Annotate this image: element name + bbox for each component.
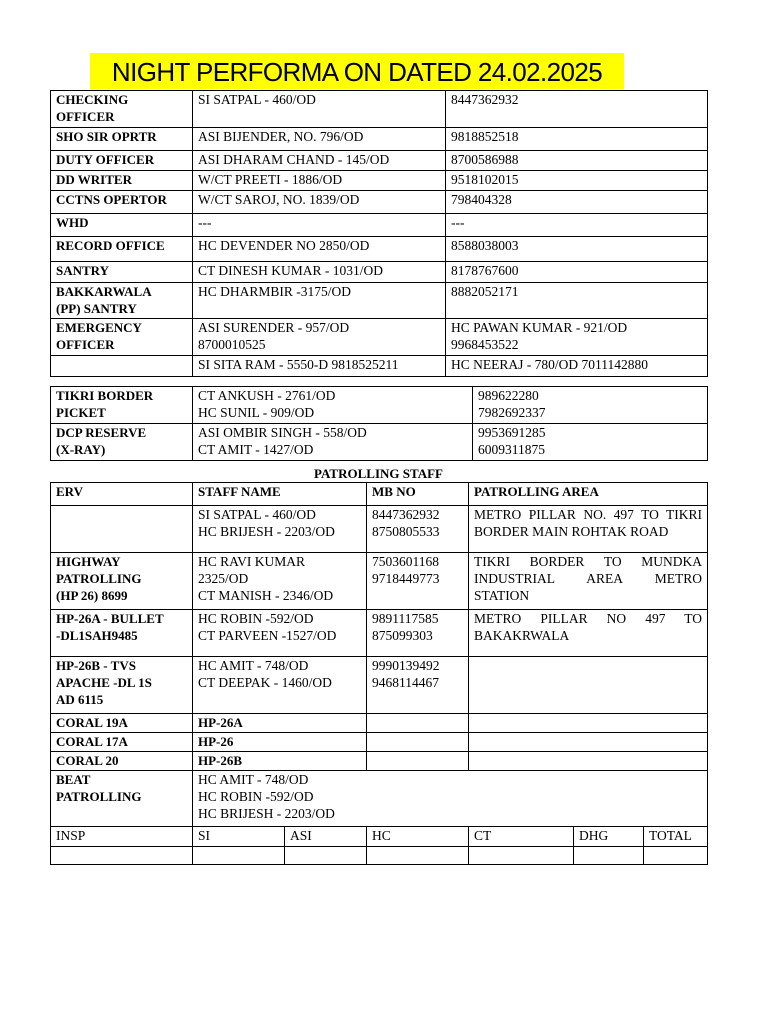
- duty-row: [51, 191, 708, 214]
- duty-staff-line: HC DHARMBIR -3175/OD: [198, 284, 352, 299]
- picket-role-line: (X-RAY): [56, 442, 106, 457]
- patrolling-staff: [193, 657, 367, 714]
- duty-staff: [193, 319, 446, 356]
- picket-contact-line: 7982692337: [478, 405, 546, 420]
- duty-role-line: (PP) SANTRY: [56, 301, 137, 316]
- duty-row: [51, 283, 708, 319]
- patrolling-staff-line: 2325/OD: [198, 571, 249, 586]
- duty-role: [51, 319, 193, 356]
- patrolling-row: [51, 657, 708, 714]
- patrolling-mobile: [367, 657, 469, 714]
- duty-contact: [446, 171, 708, 191]
- summary-header: CT: [469, 827, 574, 847]
- patrolling-staff: [193, 714, 367, 733]
- duty-role-line: SANTRY: [56, 263, 109, 278]
- patrolling-unit: [51, 610, 193, 657]
- duty-staff-line: CT DINESH KUMAR - 1031/OD: [198, 263, 384, 278]
- beat-unit-line: BEAT: [56, 772, 91, 787]
- duty-contact: [446, 262, 708, 283]
- picket-role-line: PICKET: [56, 405, 106, 420]
- patrolling-staff: [193, 733, 367, 752]
- duty-staff: [193, 151, 446, 171]
- duty-staff-line: SI SITA RAM - 5550-D 9818525211: [198, 357, 399, 372]
- duty-staff: [193, 191, 446, 214]
- duty-contact: [446, 237, 708, 262]
- patrolling-unit-line: PATROLLING: [56, 571, 142, 586]
- duty-contact-line: HC PAWAN KUMAR - 921/OD: [451, 320, 628, 335]
- duty-contact: [446, 91, 708, 128]
- duty-role: [51, 214, 193, 237]
- duty-staff: [193, 128, 446, 151]
- duty-role: [51, 283, 193, 319]
- duty-staff-line: ASI BIJENDER, NO. 796/OD: [198, 129, 364, 144]
- patrolling-table: [50, 482, 708, 865]
- patrolling-staff: [193, 752, 367, 771]
- duty-staff: [193, 356, 446, 377]
- patrolling-mobile: [367, 506, 469, 553]
- patrolling-unit: [51, 714, 193, 733]
- duty-staff-line: W/CT PREETI - 1886/OD: [198, 172, 343, 187]
- picket-staff-line: CT AMIT - 1427/OD: [198, 442, 314, 457]
- duty-contact: [446, 319, 708, 356]
- picket-row: [51, 424, 708, 461]
- summary-value: [367, 847, 469, 865]
- summary-header: ASI: [285, 827, 367, 847]
- summary-value: [469, 847, 574, 865]
- patrolling-mobile-line: 8750805533: [372, 524, 440, 539]
- patrolling-area: [469, 714, 708, 733]
- picket-contact: [473, 424, 708, 461]
- patrolling-row: [51, 506, 708, 553]
- duty-role-line: RECORD OFFICE: [56, 238, 165, 253]
- patrolling-unit-line: HP-26A - BULLET: [56, 611, 164, 626]
- patrolling-mobile-line: 9990139492: [372, 658, 440, 673]
- patrolling-unit-line: AD 6115: [56, 692, 104, 707]
- patrolling-mobile: [367, 733, 469, 752]
- patrolling-mobile-line: 7503601168: [372, 554, 440, 569]
- picket-staff-line: CT ANKUSH - 2761/OD: [198, 388, 336, 403]
- duty-row: [51, 262, 708, 283]
- patrolling-area: [469, 752, 708, 771]
- patrolling-unit-line: -DL1SAH9485: [56, 628, 138, 643]
- patrolling-staff-line: HC RAVI KUMAR: [198, 554, 306, 569]
- duty-contact-line: 8588038003: [451, 238, 519, 253]
- duty-row: [51, 151, 708, 171]
- patrolling-staff: [193, 553, 367, 610]
- beat-unit: [51, 771, 193, 827]
- duty-staff-line: ---: [198, 215, 212, 230]
- duty-staff: [193, 237, 446, 262]
- summary-value: [193, 847, 285, 865]
- picket-role: [51, 424, 193, 461]
- summary-value: [51, 847, 193, 865]
- header-staff-name: STAFF NAME: [193, 483, 367, 506]
- patrolling-unit-line: HP-26B - TVS: [56, 658, 136, 673]
- patrolling-unit-line: CORAL 20: [56, 753, 119, 768]
- duty-role: [51, 91, 193, 128]
- duty-row: [51, 171, 708, 191]
- summary-header: HC: [367, 827, 469, 847]
- duty-contact: [446, 283, 708, 319]
- picket-staff-line: HC SUNIL - 909/OD: [198, 405, 315, 420]
- duty-row: [51, 128, 708, 151]
- duty-staff: [193, 171, 446, 191]
- duty-staff: [193, 214, 446, 237]
- patrolling-mobile-line: 9468114467: [372, 675, 440, 690]
- header-mb-no: MB NO: [367, 483, 469, 506]
- beat-row: [51, 771, 708, 827]
- duty-row: [51, 214, 708, 237]
- picket-row: [51, 387, 708, 424]
- picket-role-line: DCP RESERVE: [56, 425, 147, 440]
- patrolling-unit-line: APACHE -DL 1S: [56, 675, 152, 690]
- summary-value: [644, 847, 708, 865]
- duty-contact: [446, 151, 708, 171]
- patrolling-unit-line: CORAL 19A: [56, 715, 128, 730]
- duty-row: [51, 91, 708, 128]
- duty-role-line: EMERGENCY: [56, 320, 142, 335]
- patrolling-unit-line: HIGHWAY: [56, 554, 121, 569]
- patrolling-mobile: [367, 714, 469, 733]
- picket-contact-line: 6009311875: [478, 442, 545, 457]
- duty-role: [51, 191, 193, 214]
- patrolling-mobile-line: 8447362932: [372, 507, 440, 522]
- duty-contact-line: HC NEERAJ - 780/OD 7011142880: [451, 357, 648, 372]
- duty-role-line: DD WRITER: [56, 172, 132, 187]
- duty-role-line: OFFICER: [56, 337, 115, 352]
- duty-role: [51, 237, 193, 262]
- beat-staff: [193, 771, 708, 827]
- duty-role: [51, 128, 193, 151]
- patrolling-mobile-line: 9891117585: [372, 611, 439, 626]
- summary-value: [285, 847, 367, 865]
- duty-contact-line: 8882052171: [451, 284, 519, 299]
- summary-header-row: [51, 827, 708, 847]
- patrolling-staff-line: HP-26: [198, 734, 234, 749]
- duty-staff-line: 8700010525: [198, 337, 266, 352]
- duty-contact-line: 8178767600: [451, 263, 519, 278]
- duty-contact-line: 798404328: [451, 192, 512, 207]
- beat-unit-line: PATROLLING: [56, 789, 142, 804]
- duty-staff-line: HC DEVENDER NO 2850/OD: [198, 238, 370, 253]
- duty-contact-line: 9818852518: [451, 129, 519, 144]
- patrolling-area: METRO PILLAR NO. 497 TO TIKRI BORDER MAIN ROHTAK ROAD: [469, 506, 708, 553]
- patrolling-area: [469, 657, 708, 714]
- duty-staff-line: W/CT SAROJ, NO. 1839/OD: [198, 192, 360, 207]
- duty-role-line: DUTY OFFICER: [56, 152, 155, 167]
- page-title: NIGHT PERFORMA ON DATED 24.02.2025: [90, 53, 624, 89]
- duty-staff: [193, 283, 446, 319]
- summary-value: [574, 847, 644, 865]
- duty-staff-line: ASI SURENDER - 957/OD: [198, 320, 350, 335]
- duty-contact: [446, 214, 708, 237]
- duty-contact: [446, 191, 708, 214]
- duty-contact: [446, 356, 708, 377]
- duty-row: [51, 319, 708, 356]
- duty-role: [51, 171, 193, 191]
- patrolling-mobile: [367, 752, 469, 771]
- picket-role: [51, 387, 193, 424]
- duty-staff: [193, 91, 446, 128]
- summary-header: INSP: [51, 827, 193, 847]
- duty-contact-line: 9968453522: [451, 337, 519, 352]
- duty-contact-line: 8447362932: [451, 92, 519, 107]
- patrolling-area: [469, 733, 708, 752]
- patrolling-unit: [51, 553, 193, 610]
- patrolling-staff: [193, 610, 367, 657]
- summary-header: SI: [193, 827, 285, 847]
- beat-staff-line: HC AMIT - 748/OD: [198, 772, 309, 787]
- summary-header: DHG: [574, 827, 644, 847]
- duty-contact-line: 9518102015: [451, 172, 519, 187]
- duty-role: [51, 262, 193, 283]
- patrolling-row: [51, 752, 708, 771]
- patrolling-row: [51, 714, 708, 733]
- patrolling-unit: [51, 752, 193, 771]
- summary-value-row: [51, 847, 708, 865]
- patrolling-staff-line: HC BRIJESH - 2203/OD: [198, 524, 335, 539]
- duty-role-line: CHECKING: [56, 92, 129, 107]
- patrolling-row: [51, 610, 708, 657]
- beat-staff-line: HC BRIJESH - 2203/OD: [198, 806, 335, 821]
- beat-staff-line: HC ROBIN -592/OD: [198, 789, 314, 804]
- duty-contact-line: 8700586988: [451, 152, 519, 167]
- patrolling-row: [51, 733, 708, 752]
- patrolling-staff: [193, 506, 367, 553]
- patrolling-unit: [51, 733, 193, 752]
- picket-role-line: TIKRI BORDER: [56, 388, 154, 403]
- duty-role-line: OFFICER: [56, 109, 115, 124]
- header-patrolling-area: PATROLLING AREA: [469, 483, 708, 506]
- patrolling-mobile-line: 9718449773: [372, 571, 440, 586]
- patrolling-staff-line: CT MANISH - 2346/OD: [198, 588, 334, 603]
- patrolling-area: METRO PILLAR NO 497 TO BAKAKRWALA: [469, 610, 708, 657]
- duty-role: [51, 356, 193, 377]
- patrolling-staff-line: HP-26A: [198, 715, 243, 730]
- header-erv: ERV: [51, 483, 193, 506]
- picket-table: [50, 386, 708, 461]
- duty-row: [51, 356, 708, 377]
- duty-staff-line: SI SATPAL - 460/OD: [198, 92, 316, 107]
- patrolling-staff-line: SI SATPAL - 460/OD: [198, 507, 316, 522]
- duty-role-line: CCTNS OPERTOR: [56, 192, 167, 207]
- patrolling-caption: PATROLLING STAFF: [314, 466, 443, 481]
- duty-role-line: BAKKARWALA: [56, 284, 152, 299]
- summary-header: TOTAL: [644, 827, 708, 847]
- picket-staff: [193, 387, 473, 424]
- picket-staff-line: ASI OMBIR SINGH - 558/OD: [198, 425, 367, 440]
- patrolling-staff-line: HC ROBIN -592/OD: [198, 611, 314, 626]
- patrolling-mobile: [367, 553, 469, 610]
- picket-contact: [473, 387, 708, 424]
- patrolling-row: [51, 553, 708, 610]
- picket-contact-line: 9953691285: [478, 425, 546, 440]
- patrolling-unit-line: CORAL 17A: [56, 734, 128, 749]
- duty-staff: [193, 262, 446, 283]
- patrolling-area: TIKRI BORDER TO MUNDKA INDUSTRIAL AREA METRO STATION: [469, 553, 708, 610]
- picket-staff: [193, 424, 473, 461]
- patrolling-mobile-line: 875099303: [372, 628, 433, 643]
- duty-staff-line: ASI DHARAM CHAND - 145/OD: [198, 152, 390, 167]
- patrolling-staff-line: CT PARVEEN -1527/OD: [198, 628, 337, 643]
- patrolling-unit: [51, 506, 193, 553]
- patrolling-staff-line: HP-26B: [198, 753, 243, 768]
- patrolling-unit-line: (HP 26) 8699: [56, 588, 128, 603]
- duty-role-line: WHD: [56, 215, 89, 230]
- duty-role-line: SHO SIR OPRTR: [56, 129, 157, 144]
- patrolling-staff-line: HC AMIT - 748/OD: [198, 658, 309, 673]
- patrolling-staff-line: CT DEEPAK - 1460/OD: [198, 675, 332, 690]
- duty-row: [51, 237, 708, 262]
- patrolling-header-row: [51, 483, 708, 506]
- duty-contact: [446, 128, 708, 151]
- patrolling-unit: [51, 657, 193, 714]
- duty-role: [51, 151, 193, 171]
- picket-contact-line: 989622280: [478, 388, 539, 403]
- patrolling-mobile: [367, 610, 469, 657]
- duty-contact-line: ---: [451, 215, 465, 230]
- duty-table: [50, 90, 708, 377]
